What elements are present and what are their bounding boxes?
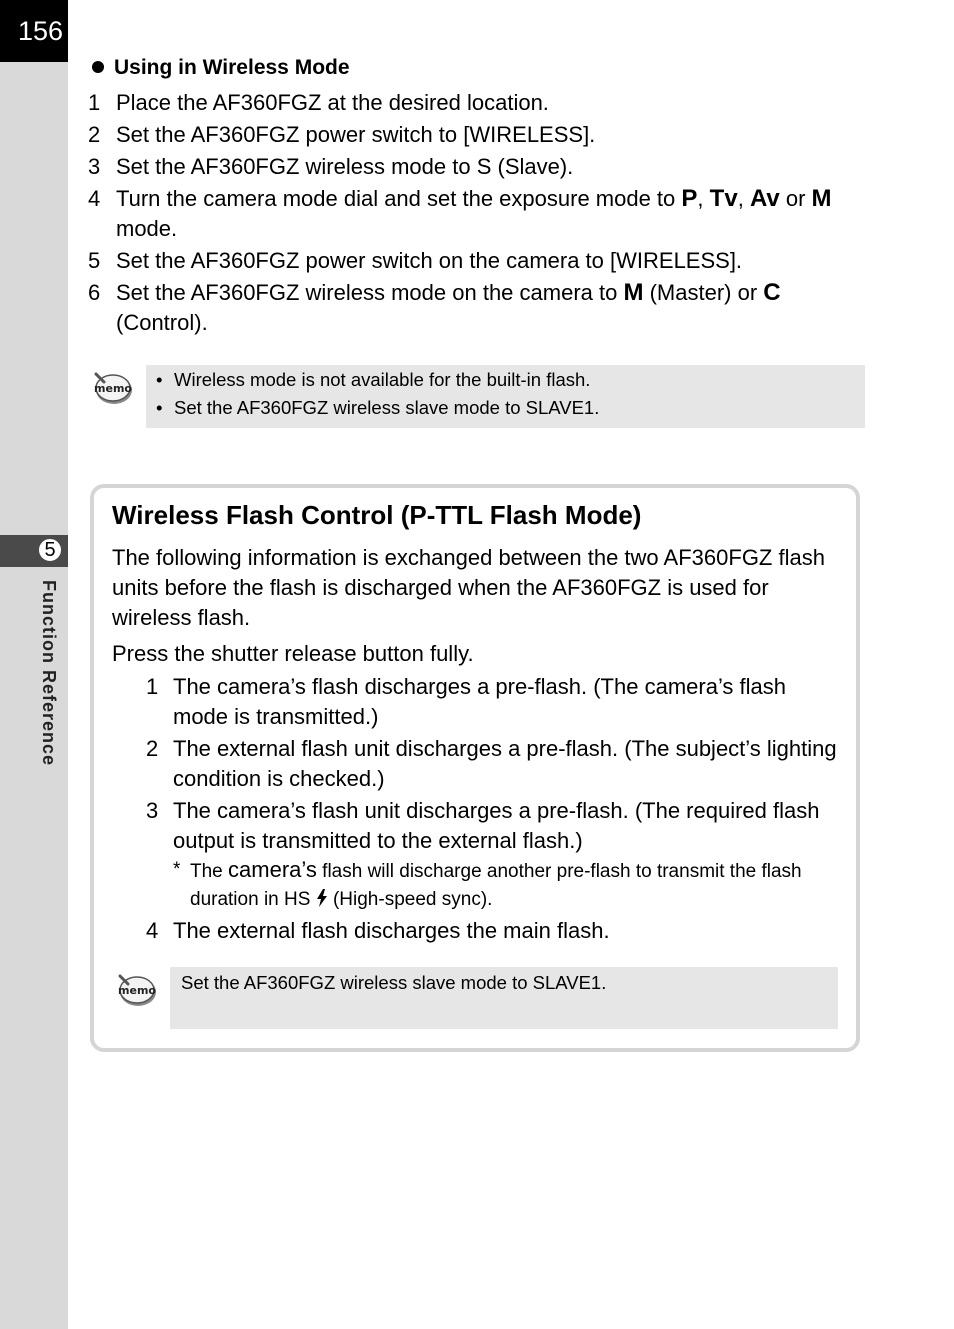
list-item: • Set the AF360FGZ wireless slave mode to SLAVE1. [156,394,865,422]
memo-text: Set the AF360FGZ wireless slave mode to SLAVE1. [181,972,607,993]
list-item [88,246,878,276]
memo-text: Set the AF360FGZ wireless slave mode to SLAVE1. [174,397,600,418]
step-text-part: (Master) or [649,280,758,305]
memo-text: Wireless mode is not available for the built-in flash. [174,369,591,390]
mode-master-icon: M [623,279,644,306]
step-text: Set the AF360FGZ power switch to [WIRELESS]. [116,122,596,147]
memo-note [170,967,838,1029]
svg-text:memo: memo [118,984,156,997]
list-item: • Wireless mode is not available for the built-in flash. [156,366,865,394]
step-text: The camera’s flash discharges a pre-flash. (The camera’s flash mode is transmitted.) [173,674,787,729]
list-item [146,796,846,856]
lightning-icon [316,889,328,907]
mode-tv-icon: Tv [709,185,738,212]
footnote-part: (High-speed sync). [332,889,493,910]
step-text-part: (Control). [116,310,208,335]
memo-note [146,365,865,428]
footnote-part: The [190,861,223,882]
svg-text:memo: memo [94,382,132,395]
memo-icon [90,368,134,408]
list-item [88,120,878,150]
step-number: 1 [88,90,101,115]
bullet-icon [92,61,104,73]
instruction: Press the shutter release button fully. [112,641,474,666]
list-item [88,278,878,338]
step-text: The camera’s flash unit discharges a pre-flash. (The required flash output is transmitted to the external flash.) [173,798,820,853]
intro-paragraph: The following information is exchanged between the two AF360FGZ flash units before the flash is discharged when the AF360FGZ is used for wireless flash. [112,545,825,630]
separator: , [697,186,704,211]
step-number: 4 [146,918,159,943]
footnote-star: * [173,859,181,880]
page-number: 156 [0,0,68,62]
frame-title: Wireless Flash Control (P-TTL Flash Mode) [112,500,642,530]
list-item [88,88,878,118]
step-text-part: Set the AF360FGZ wireless mode on the camera to [116,280,618,305]
list-item [146,916,846,946]
chapter-label: Function Reference [39,580,59,767]
mode-control-icon: C [763,279,781,306]
step-text: The external flash unit discharges a pre-flash. (The subject’s lighting condition is checked.) [173,736,837,791]
mode-m-icon: M [811,185,832,212]
step-text [116,184,878,244]
list-item [88,152,878,182]
wireless-steps [88,88,878,340]
footnote-text [190,856,846,914]
step-number: 3 [146,798,159,823]
section-heading-text: Using in Wireless Mode [114,56,350,79]
chapter-number: 5 [37,537,63,563]
footnote-part: camera’s [228,857,317,882]
step-text [116,278,878,338]
mode-av-icon: Av [749,185,780,212]
step-text-part: mode. [116,216,178,241]
section-heading [92,56,350,80]
step-text-part: Turn the camera mode dial and set the exposure mode to [116,186,676,211]
footnote-part: flash will discharge another pre-flash to transmit the flash duration in HS [190,861,802,910]
list-item [146,672,846,732]
step-number: 3 [88,154,101,179]
step-number: 6 [88,280,101,305]
footnote [146,856,846,914]
step-number: 2 [146,736,159,761]
step-number: 5 [88,248,101,273]
flash-sequence [146,672,846,948]
list-item [88,184,878,244]
list-item [146,734,846,794]
step-text: Set the AF360FGZ wireless mode to S (Slave). [116,154,574,179]
step-number: 4 [88,186,101,211]
memo-icon [114,970,158,1010]
step-text: Place the AF360FGZ at the desired location. [116,90,549,115]
step-text: Set the AF360FGZ power switch on the camera to [WIRELESS]. [116,248,743,273]
step-text-part: or [785,186,806,211]
step-text: The external flash discharges the main flash. [173,918,610,943]
mode-p-icon: P [681,185,698,212]
step-number: 1 [146,674,159,699]
separator: , [737,186,744,211]
step-number: 2 [88,122,101,147]
